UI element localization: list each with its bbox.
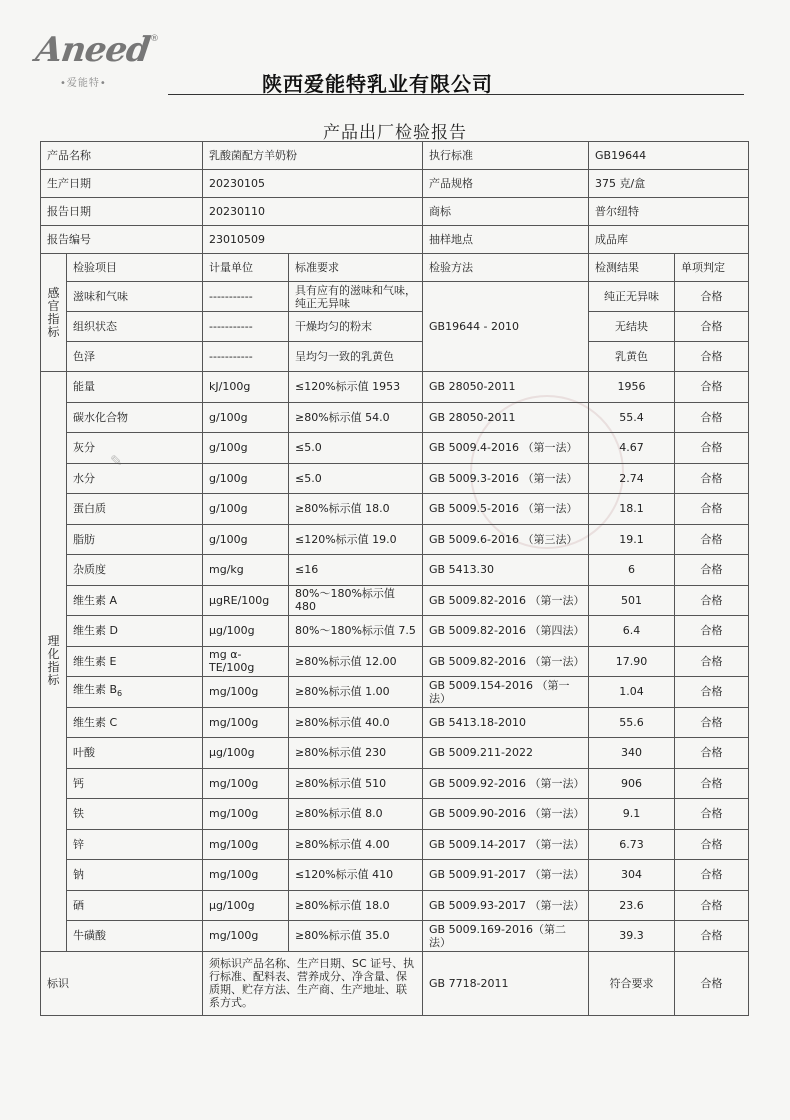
method-cell: GB 5009.169-2016（第二法） (423, 921, 589, 952)
method-cell: GB 5413.18-2010 (423, 707, 589, 738)
method-cell: GB19644 - 2010 (423, 282, 589, 372)
result-cell: 符合要求 (589, 951, 675, 1015)
table-row (41, 312, 749, 342)
info-value: 乳酸菌配方羊奶粉 (203, 142, 423, 170)
method-cell: GB 5009.82-2016 （第一法） (423, 585, 589, 616)
judgement-cell: 合格 (675, 524, 749, 555)
requirement-cell: ≥80%标示值 35.0 (289, 921, 423, 952)
sensory-group-label: 感 官 指 标 (41, 254, 67, 372)
labeling-row (41, 951, 749, 1015)
table-row (41, 282, 749, 312)
company-logo (30, 28, 160, 90)
faint-signature: ✎ (110, 452, 123, 470)
unit-cell: μg/100g (203, 738, 289, 769)
item-cell: 维生素 $B_6$ (67, 677, 203, 708)
info-value: GB19644 (589, 142, 749, 170)
table-row (41, 585, 749, 616)
unit-cell: mg/100g (203, 677, 289, 708)
item-cell: 维生素 A (67, 585, 203, 616)
column-header-judgement: 单项判定 (675, 254, 749, 282)
result-cell: 6 (589, 555, 675, 586)
info-label: 执行标准 (423, 142, 589, 170)
info-label: 产品名称 (41, 142, 203, 170)
table-row (41, 799, 749, 830)
judgement-cell: 合格 (675, 282, 749, 312)
requirement-cell: ≥80%标示值 510 (289, 768, 423, 799)
method-cell: GB 5009.91-2017 （第一法） (423, 860, 589, 891)
unit-cell: g/100g (203, 402, 289, 433)
judgement-cell: 合格 (675, 860, 749, 891)
column-header-result: 检测结果 (589, 254, 675, 282)
requirement-cell: ≥80%标示值 8.0 (289, 799, 423, 830)
item-cell: 脂肪 (67, 524, 203, 555)
judgement-cell: 合格 (675, 829, 749, 860)
table-row (41, 433, 749, 464)
unit-cell: mg α-TE/100g (203, 646, 289, 677)
result-cell: 1.04 (589, 677, 675, 708)
requirement-cell: 干燥均匀的粉末 (289, 312, 423, 342)
table-row (41, 555, 749, 586)
result-cell: 18.1 (589, 494, 675, 525)
item-cell: 维生素 D (67, 616, 203, 647)
table-row (41, 524, 749, 555)
table-row (41, 494, 749, 525)
requirement-cell: ≤5.0 (289, 463, 423, 494)
item-cell: 色泽 (67, 342, 203, 372)
judgement-cell: 合格 (675, 951, 749, 1015)
logo-wordmark: Aneed (33, 30, 152, 70)
method-cell: GB 28050-2011 (423, 372, 589, 403)
judgement-cell: 合格 (675, 342, 749, 372)
result-cell: 6.4 (589, 616, 675, 647)
item-cell: 碳水化合物 (67, 402, 203, 433)
method-cell: GB 5009.82-2016 （第一法） (423, 646, 589, 677)
unit-cell: mg/100g (203, 768, 289, 799)
info-value: 普尔纽特 (589, 198, 749, 226)
info-value: 20230110 (203, 198, 423, 226)
requirement-cell: 具有应有的滋味和气味，纯正无异味 (289, 282, 423, 312)
method-cell: GB 5009.14-2017 （第一法） (423, 829, 589, 860)
table-row (41, 342, 749, 372)
item-cell: 钠 (67, 860, 203, 891)
unit-cell: mg/100g (203, 860, 289, 891)
result-cell: 906 (589, 768, 675, 799)
requirement-cell: ≥80%标示值 18.0 (289, 494, 423, 525)
judgement-cell: 合格 (675, 372, 749, 403)
requirement-cell: 须标识产品名称、生产日期、SC 证号、执行标准、配料表、营养成分、净含量、保质期、贮存方法、生产商、生产地址、联系方式。 (203, 951, 423, 1015)
table-row (41, 768, 749, 799)
physchem-group-label: 理 化 指 标 (41, 372, 67, 952)
result-cell: 乳黄色 (589, 342, 675, 372)
method-cell: GB 5009.90-2016 （第一法） (423, 799, 589, 830)
item-cell: 叶酸 (67, 738, 203, 769)
requirement-cell: ≥80%标示值 54.0 (289, 402, 423, 433)
result-cell: 无结块 (589, 312, 675, 342)
item-cell: 维生素 E (67, 646, 203, 677)
result-cell: 23.6 (589, 890, 675, 921)
requirement-cell: 80%～180%标示值 480 (289, 585, 423, 616)
result-cell: 39.3 (589, 921, 675, 952)
unit-cell: mg/100g (203, 799, 289, 830)
unit-cell: g/100g (203, 463, 289, 494)
item-cell: 组织状态 (67, 312, 203, 342)
method-cell: GB 5009.92-2016 （第一法） (423, 768, 589, 799)
result-cell: 340 (589, 738, 675, 769)
requirement-cell: ≥80%标示值 1.00 (289, 677, 423, 708)
result-cell: 4.67 (589, 433, 675, 464)
result-cell: 55.4 (589, 402, 675, 433)
item-cell: 滋味和气味 (67, 282, 203, 312)
requirement-cell: 80%～180%标示值 7.5 (289, 616, 423, 647)
info-label: 商标 (423, 198, 589, 226)
unit-cell: mg/100g (203, 829, 289, 860)
method-cell: GB 5009.211-2022 (423, 738, 589, 769)
info-value: 成品库 (589, 226, 749, 254)
unit-cell: μgRE/100g (203, 585, 289, 616)
judgement-cell: 合格 (675, 616, 749, 647)
requirement-cell: ≤16 (289, 555, 423, 586)
requirement-cell: ≥80%标示值 4.00 (289, 829, 423, 860)
column-header-row (41, 254, 749, 282)
table-row (41, 372, 749, 403)
result-cell: 2.74 (589, 463, 675, 494)
item-cell: 钙 (67, 768, 203, 799)
judgement-cell: 合格 (675, 433, 749, 464)
result-cell: 19.1 (589, 524, 675, 555)
info-row (41, 142, 749, 170)
table-row (41, 646, 749, 677)
unit-cell: g/100g (203, 433, 289, 464)
item-cell: 维生素 C (67, 707, 203, 738)
unit-cell: μg/100g (203, 616, 289, 647)
column-header-item: 检验项目 (67, 254, 203, 282)
table-row (41, 890, 749, 921)
judgement-cell: 合格 (675, 768, 749, 799)
item-cell: 牛磺酸 (67, 921, 203, 952)
table-row (41, 677, 749, 708)
item-cell: 水分 (67, 463, 203, 494)
method-cell: GB 5009.154-2016 （第一法） (423, 677, 589, 708)
unit-cell: ----------- (203, 282, 289, 312)
item-cell: 硒 (67, 890, 203, 921)
method-cell: GB 5009.93-2017 （第一法） (423, 890, 589, 921)
judgement-cell: 合格 (675, 646, 749, 677)
unit-cell: ----------- (203, 342, 289, 372)
judgement-cell: 合格 (675, 890, 749, 921)
item-cell: 蛋白质 (67, 494, 203, 525)
result-cell: 9.1 (589, 799, 675, 830)
unit-cell: mg/kg (203, 555, 289, 586)
column-header-unit: 计量单位 (203, 254, 289, 282)
table-row (41, 616, 749, 647)
requirement-cell: ≤120%标示值 410 (289, 860, 423, 891)
unit-cell: μg/100g (203, 890, 289, 921)
result-cell: 55.6 (589, 707, 675, 738)
result-cell: 6.73 (589, 829, 675, 860)
table-row (41, 860, 749, 891)
info-row (41, 170, 749, 198)
header-divider (168, 94, 744, 95)
unit-cell: ----------- (203, 312, 289, 342)
logo-subtitle: •爱能特• (60, 78, 107, 89)
method-cell: GB 7718-2011 (423, 951, 589, 1015)
item-cell: 能量 (67, 372, 203, 403)
judgement-cell: 合格 (675, 799, 749, 830)
method-cell: GB 5009.5-2016 （第一法） (423, 494, 589, 525)
table-row (41, 707, 749, 738)
info-row (41, 226, 749, 254)
method-cell: GB 5009.3-2016 （第一法） (423, 463, 589, 494)
method-cell: GB 5009.4-2016 （第一法） (423, 433, 589, 464)
result-cell: 纯正无异味 (589, 282, 675, 312)
requirement-cell: ≥80%标示值 18.0 (289, 890, 423, 921)
table-row (41, 921, 749, 952)
table-row (41, 402, 749, 433)
judgement-cell: 合格 (675, 921, 749, 952)
unit-cell: g/100g (203, 494, 289, 525)
method-cell: GB 5413.30 (423, 555, 589, 586)
table-row (41, 738, 749, 769)
unit-cell: kJ/100g (203, 372, 289, 403)
item-cell: 灰分 (67, 433, 203, 464)
requirement-cell: ≤5.0 (289, 433, 423, 464)
unit-cell: mg/100g (203, 921, 289, 952)
judgement-cell: 合格 (675, 677, 749, 708)
info-label: 产品规格 (423, 170, 589, 198)
info-label: 抽样地点 (423, 226, 589, 254)
requirement-cell: ≥80%标示值 40.0 (289, 707, 423, 738)
company-name: 陕西爱能特乳业有限公司 (262, 72, 493, 96)
result-cell: 1956 (589, 372, 675, 403)
inspection-table (40, 141, 749, 1016)
judgement-cell: 合格 (675, 707, 749, 738)
requirement-cell: ≥80%标示值 230 (289, 738, 423, 769)
info-label: 报告编号 (41, 226, 203, 254)
method-cell: GB 5009.6-2016 （第三法） (423, 524, 589, 555)
requirement-cell: 呈均匀一致的乳黄色 (289, 342, 423, 372)
requirement-cell: ≥80%标示值 12.00 (289, 646, 423, 677)
table-row (41, 463, 749, 494)
info-value: 23010509 (203, 226, 423, 254)
unit-cell: mg/100g (203, 707, 289, 738)
method-cell: GB 28050-2011 (423, 402, 589, 433)
info-value: 20230105 (203, 170, 423, 198)
item-cell: 杂质度 (67, 555, 203, 586)
info-label: 生产日期 (41, 170, 203, 198)
judgement-cell: 合格 (675, 312, 749, 342)
result-cell: 501 (589, 585, 675, 616)
requirement-cell: ≤120%标示值 1953 (289, 372, 423, 403)
judgement-cell: 合格 (675, 738, 749, 769)
unit-cell: g/100g (203, 524, 289, 555)
info-label: 报告日期 (41, 198, 203, 226)
judgement-cell: 合格 (675, 463, 749, 494)
registered-mark-icon: ® (150, 34, 159, 44)
item-cell: 标识 (41, 951, 203, 1015)
info-row (41, 198, 749, 226)
table-row (41, 829, 749, 860)
item-cell: 铁 (67, 799, 203, 830)
judgement-cell: 合格 (675, 402, 749, 433)
requirement-cell: ≤120%标示值 19.0 (289, 524, 423, 555)
method-cell: GB 5009.82-2016 （第四法） (423, 616, 589, 647)
column-header-method: 检验方法 (423, 254, 589, 282)
result-cell: 17.90 (589, 646, 675, 677)
report-title: 产品出厂检验报告 (323, 123, 467, 143)
column-header-requirement: 标准要求 (289, 254, 423, 282)
judgement-cell: 合格 (675, 585, 749, 616)
info-value: 375 克/盒 (589, 170, 749, 198)
item-cell: 锌 (67, 829, 203, 860)
judgement-cell: 合格 (675, 494, 749, 525)
judgement-cell: 合格 (675, 555, 749, 586)
result-cell: 304 (589, 860, 675, 891)
